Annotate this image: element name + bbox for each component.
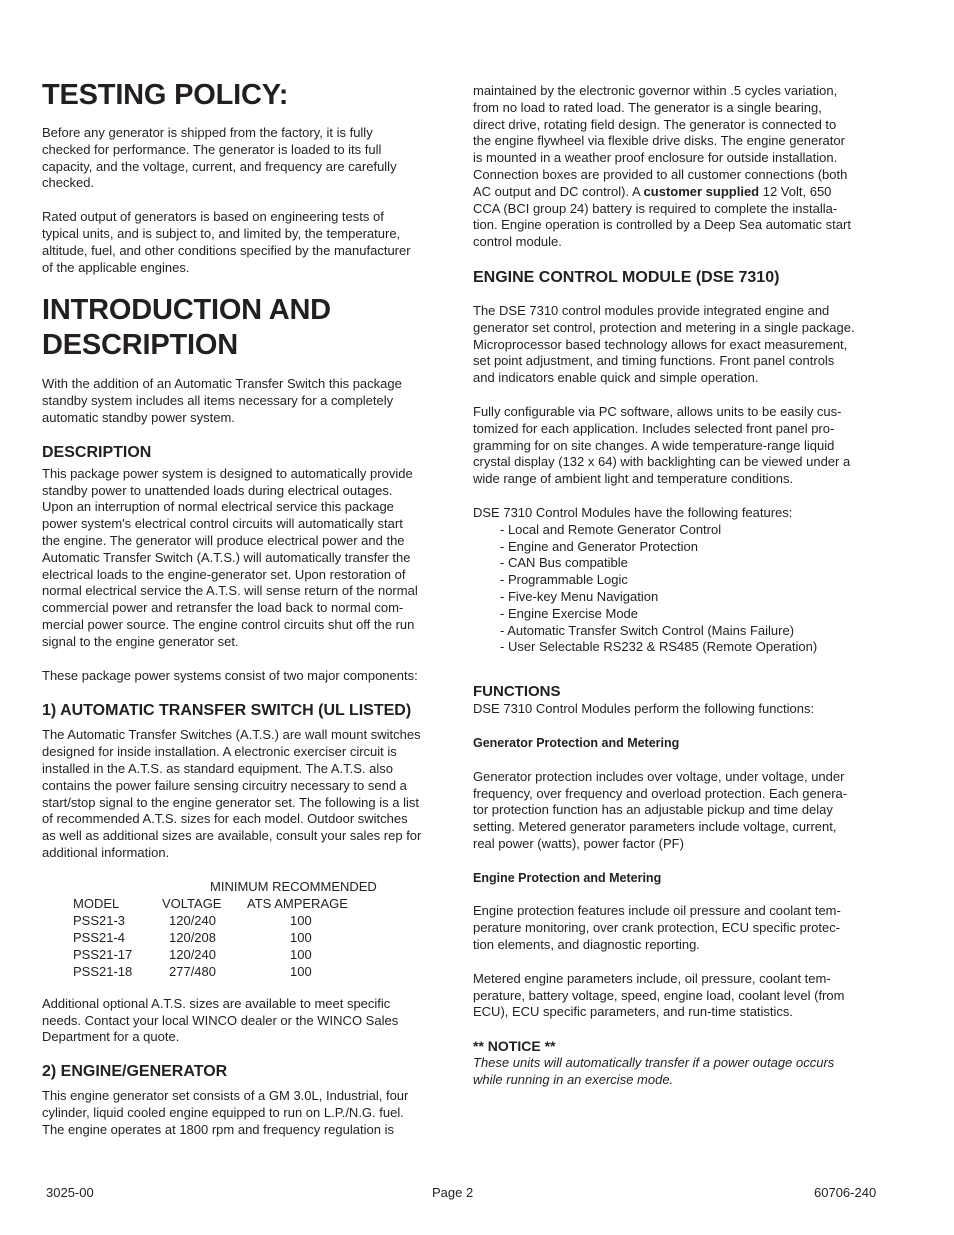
generator-protection-paragraph: Generator protection includes over voltage, under voltage, under frequency, over frequency and overload protection. Each genera- tor protection function has an adjustable pickup and time delay setting. Metered generator parameters include voltage, current, real power (watts), power factor (PF) — [473, 768, 848, 851]
ats-paragraph-2: Additional optional A.T.S. sizes are available to meet specific needs. Contact your local WINCO dealer or the WINCO Sales Department for a quote. — [42, 995, 399, 1045]
notice-heading: ** NOTICE ** — [473, 1038, 556, 1055]
table-cell-voltage: 120/208 — [169, 929, 216, 945]
ats-paragraph: The Automatic Transfer Switches (A.T.S.) are wall mount switches designed for inside installation. A electronic exerciser circuit is installed in the A.T.S. as standard equipment. The A.T.S. also contains the power failure sensing circuitry necessary to send a start/stop signal to the engine generator set. The following is a list of recommended A.T.S. sizes for each model. Outdoor switches as well as additional sizes are available, consult your sales rep for additional information. — [42, 727, 422, 860]
ecm-paragraph-2: Fully configurable via PC software, allows units to be easily cus- tomized for each application. Includes selected front panel pro- gramming for on site changes. A wide temperature-range liquid crystal display (132 x 64) with backlighting can be viewed under a wide range of ambient light and temperature conditions. — [473, 403, 851, 487]
table-cell-model: PSS21-17 — [73, 946, 133, 962]
table-header-top: MINIMUM RECOMMENDED — [210, 878, 377, 894]
intro-title-line-1: INTRODUCTION AND — [42, 294, 331, 327]
customer-supplied-emphasis: customer supplied — [643, 183, 760, 199]
table-cell-amperage: 100 — [290, 963, 312, 979]
engine-generator-continued-paragraph: maintained by the electronic governor within .5 cycles variation, from no load to rated load. The generator is a single bearing, direct drive, rotating field design. The generator is connected to the engine flywheel via flexible drive disks. The engine generator is mounted in a weather proof enclosure for outside installation. Connection boxes are provided to all customer connections (both AC output and DC control). A customer supplied 12 Volt, 650 CCA (BCI group 24) battery is required to complete the installa- tion. Engine operation is controlled by a Deep Sea automatic start control module. — [473, 83, 851, 250]
functions-heading: FUNCTIONS — [473, 683, 561, 701]
table-cell-amperage: 100 — [290, 929, 312, 945]
table-cell-amperage: 100 — [290, 912, 312, 928]
list-item: - Engine and Generator Protection — [500, 538, 699, 554]
list-item: - Engine Exercise Mode — [500, 605, 639, 621]
engine-generator-paragraph: This engine generator set consists of a GM 3.0L, Industrial, four cylinder, liquid cooled engine equipped to run on L.P./N.G. fuel. The engine operates at 1800 rpm and frequency regulation is — [42, 1088, 409, 1137]
table-cell-model: PSS21-3 — [73, 912, 126, 928]
engine-control-module-heading: ENGINE CONTROL MODULE (DSE 7310) — [473, 268, 780, 286]
description-paragraph-2: These package power systems consist of two major components: — [42, 667, 418, 683]
engine-generator-heading: 2) ENGINE/GENERATOR — [42, 1063, 228, 1081]
table-cell-voltage: 277/480 — [169, 963, 216, 979]
footer-page-number: Page 2 — [432, 1185, 474, 1200]
testing-policy-paragraph-1: Before any generator is shipped from the factory, it is fully checked for performance. The generator is loaded to its full capacity, and the voltage, current, and frequency are carefully checked. — [42, 125, 397, 191]
table-cell-amperage: 100 — [290, 946, 312, 962]
list-item: - Local and Remote Generator Control — [500, 521, 722, 537]
testing-policy-paragraph-2: Rated output of generators is based on engineering tests of typical units, and is subject to, and limited by, the temperature, altitude, fuel, and other conditions specified by the manufacturer of the applicable engines. — [42, 209, 411, 275]
ecm-paragraph-1: The DSE 7310 control modules provide integrated engine and generator set control, protection and metering in a single package. Microprocessor based technology allows for exact measurement, set point adjustment, and timing functions. Front panel controls and indicators enable quick and simple operation. — [473, 302, 855, 386]
engine-protection-heading: Engine Protection and Metering — [473, 870, 662, 885]
description-heading: DESCRIPTION — [42, 443, 152, 461]
description-paragraph-1: This package power system is designed to automatically provide standby power to unattended loads during electrical outages. Upon an interruption of normal electrical service this package power system's electrical control circuits will automatically start the engine. The generator will produce electrical power and the Automatic Transfer Switch (A.T.S.) will automatically transfer the electrical loads to the engine-generator set. Upon restoration of normal electrical service the A.T.S. will sense return of the normal commercial power and retransfer the load back to normal com- mercial power source. The engine control circuits shut off the run signal to the engine generator set. — [42, 465, 418, 649]
footer-part-number: 60706-240 — [814, 1185, 877, 1200]
notice-paragraph: These units will automatically transfer if a power outage occurs while running in an exercise mode. — [473, 1055, 835, 1088]
generator-protection-heading: Generator Protection and Metering — [473, 735, 680, 750]
intro-title-line-2: DESCRIPTION — [42, 329, 238, 362]
features-intro: DSE 7310 Control Modules have the following features: — [473, 504, 793, 520]
list-item: - Programmable Logic — [500, 572, 628, 588]
table-col-amperage: ATS AMPERAGE — [247, 895, 348, 911]
table-cell-voltage: 120/240 — [169, 912, 216, 928]
left-column — [42, 78, 454, 1138]
right-column — [473, 83, 891, 1089]
ats-sizes-table — [42, 879, 454, 980]
list-item: - Automatic Transfer Switch Control (Mains Failure) — [500, 622, 795, 638]
engine-protection-paragraph-2: Metered engine parameters include, oil pressure, coolant tem- perature, battery voltage, speed, engine load, coolant level (from ECU), ECU specific parameters, and run-time statistics. — [473, 970, 845, 1020]
table-cell-voltage: 120/240 — [169, 946, 216, 962]
footer-document-number: 3025-00 — [46, 1185, 94, 1200]
features-list — [473, 522, 891, 656]
list-item: - CAN Bus compatible — [500, 555, 628, 571]
engine-protection-paragraph-1: Engine protection features include oil pressure and coolant tem- perature monitoring, over crank protection, ECU specific protec- tion elements, and diagnostic reporting. — [473, 903, 841, 953]
table-col-voltage: VOLTAGE — [162, 895, 222, 911]
table-cell-model: PSS21-18 — [73, 963, 133, 979]
list-item: - User Selectable RS232 & RS485 (Remote Operation) — [500, 639, 818, 655]
functions-intro: DSE 7310 Control Modules perform the following functions: — [473, 701, 815, 717]
list-item: - Five-key Menu Navigation — [500, 588, 659, 604]
intro-paragraph: With the addition of an Automatic Transfer Switch this package standby system includes all items necessary for a completely automatic standby power system. — [42, 376, 402, 425]
testing-policy-title: TESTING POLICY: — [42, 79, 289, 111]
table-col-model: MODEL — [73, 895, 120, 911]
ats-heading: 1) AUTOMATIC TRANSFER SWITCH (UL LISTED) — [42, 702, 412, 720]
table-cell-model: PSS21-4 — [73, 929, 126, 945]
